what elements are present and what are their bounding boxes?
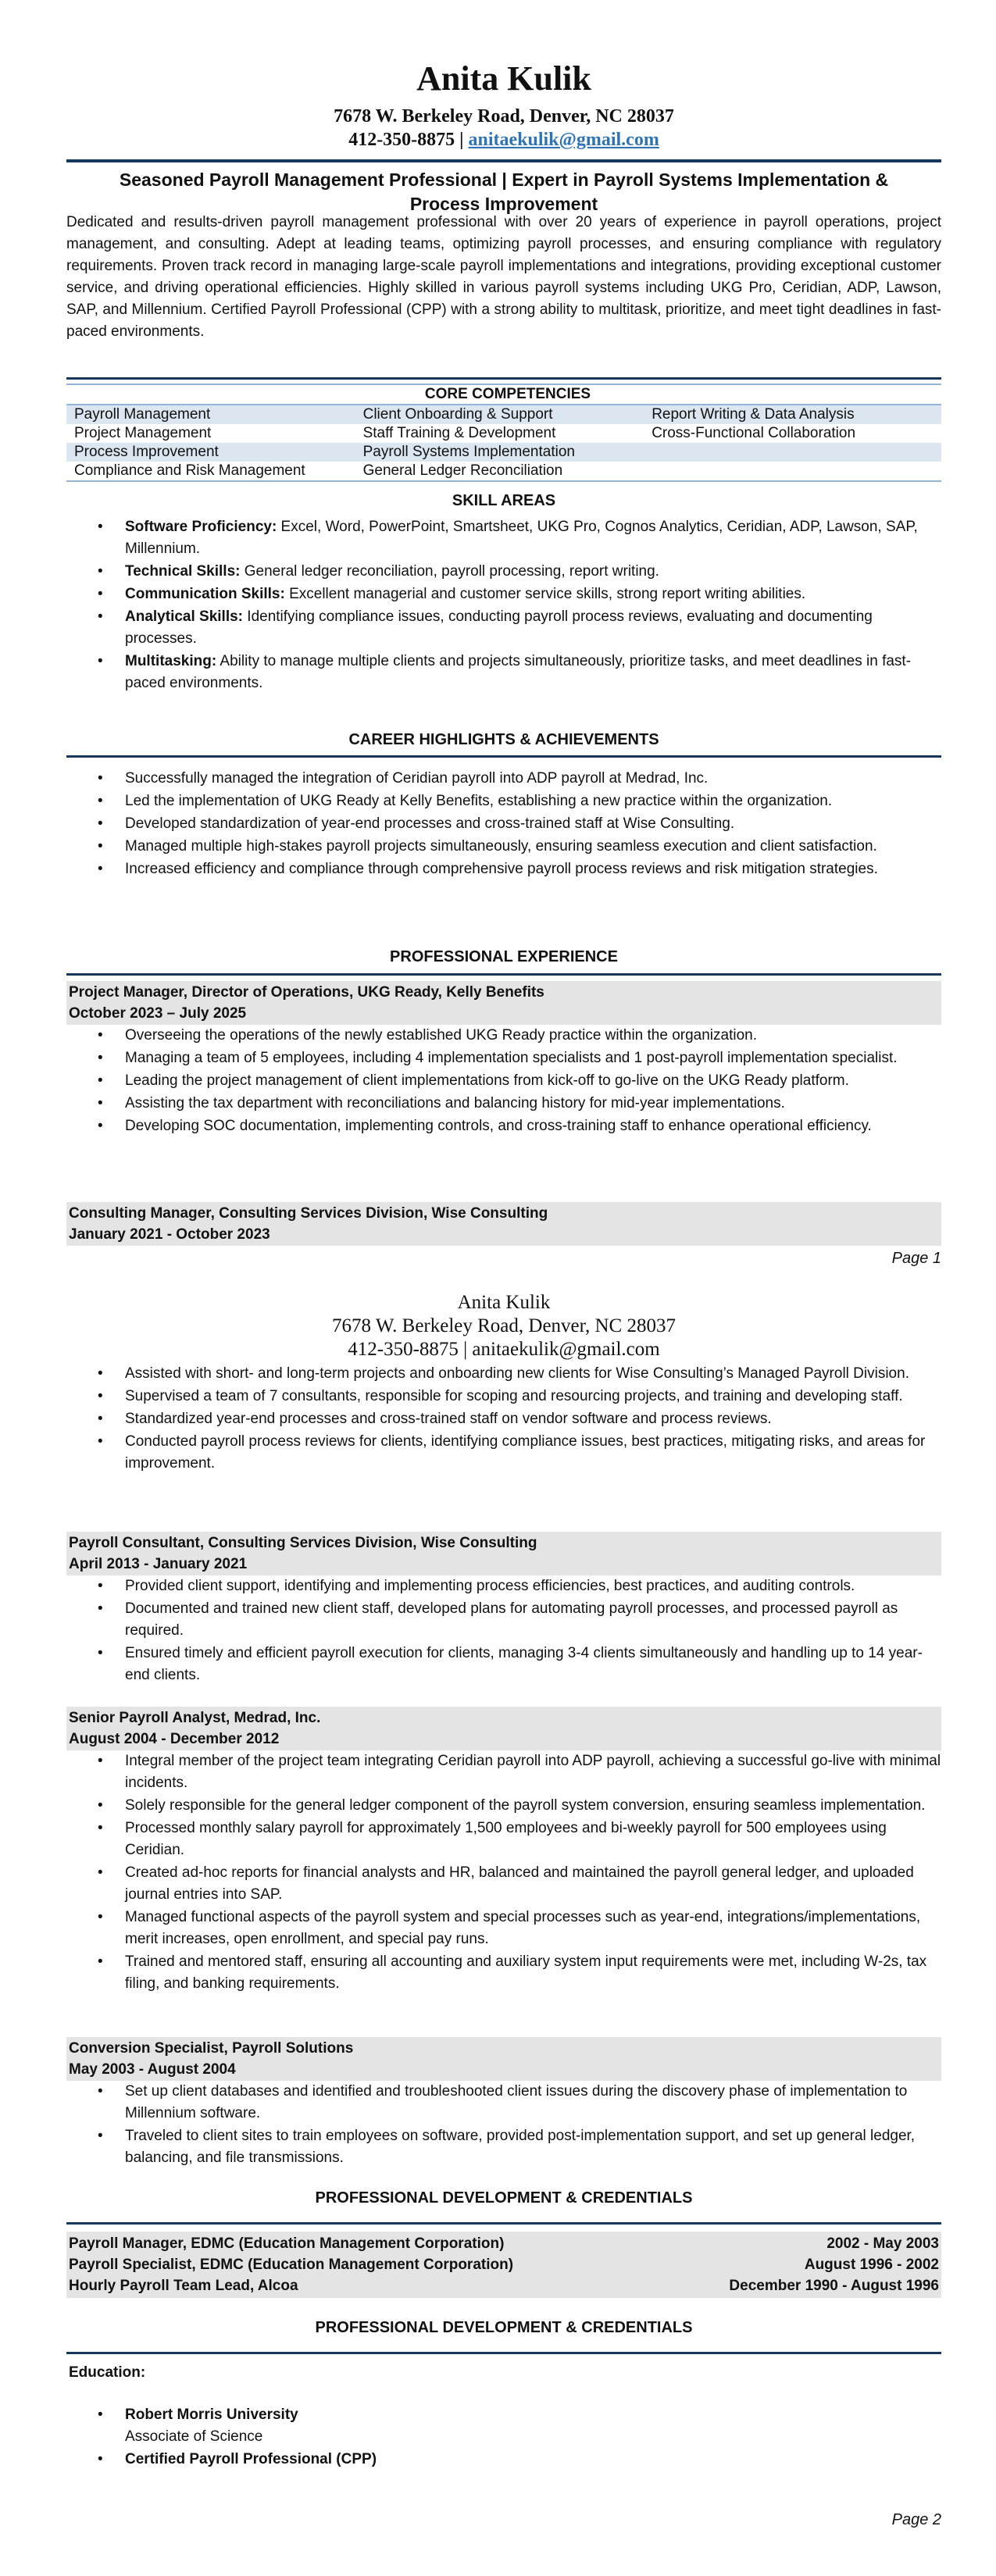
job-header bbox=[66, 1707, 941, 1750]
bullet-icon: • bbox=[98, 586, 103, 602]
competency-row bbox=[66, 443, 941, 462]
credentials-section bbox=[66, 2187, 941, 2209]
skill-label: Communication Skills: bbox=[125, 586, 285, 602]
credential-row bbox=[66, 2233, 941, 2254]
highlights-divider bbox=[66, 755, 941, 758]
highlight-item bbox=[66, 858, 941, 880]
highlight-item bbox=[66, 813, 941, 835]
job-bullet bbox=[66, 1862, 941, 1906]
job-bullet-text: Created ad-hoc reports for financial analysts and HR, balanced and maintained the payroll general ledger, and uploaded journal entries into SAP. bbox=[125, 1864, 914, 1903]
competency-item: Client Onboarding & Support bbox=[355, 405, 644, 424]
bullet-icon: • bbox=[98, 1797, 103, 1814]
job-bullet-text: Traveled to client sites to train employees on software, provided post-implementation support, and set up general ledger, balancing, and file transmissions. bbox=[125, 2128, 916, 2166]
bullet-icon: • bbox=[98, 861, 103, 877]
skill-label: Multitasking: bbox=[125, 653, 217, 669]
job-bullet-text: Developing SOC documentation, implementing controls, and cross-training staff to enhance operational efficiency. bbox=[125, 1118, 872, 1134]
job-bullet-text: Provided client support, identifying and implementing process efficiencies, best practices, and auditing controls. bbox=[125, 1578, 855, 1594]
job-entry bbox=[66, 2037, 941, 2170]
job-bullets bbox=[66, 1575, 941, 1686]
job-title: Payroll Consultant, Consulting Services Division, Wise Consulting bbox=[69, 1535, 537, 1551]
job-bullets bbox=[66, 2081, 941, 2169]
job-entry bbox=[66, 1202, 941, 1246]
skill-text: Excellent managerial and customer service skills, strong report writing abilities. bbox=[284, 586, 806, 602]
job-bullet-text: Set up client databases and identified and troubleshooted client issues during the discovery phase of implementation to Millennium software. bbox=[125, 2083, 908, 2121]
bullet-icon: • bbox=[98, 2407, 103, 2423]
competency-row bbox=[66, 462, 941, 481]
skill-item bbox=[66, 606, 941, 650]
bullet-icon: • bbox=[98, 1365, 103, 1382]
competency-row bbox=[66, 424, 941, 443]
page2-contact: 412-350-8875 | anitaekulik@gmail.com bbox=[348, 1339, 660, 1360]
skill-areas-section bbox=[66, 490, 941, 695]
page-number: Page 2 bbox=[891, 2511, 941, 2528]
job-bullet bbox=[66, 2081, 941, 2125]
job-bullet bbox=[66, 1431, 941, 1475]
core-competencies bbox=[66, 384, 941, 482]
highlights-list-wrap bbox=[66, 768, 941, 881]
job-dates: October 2023 – July 2025 bbox=[69, 1005, 247, 1022]
highlights-title: CAREER HIGHLIGHTS & ACHIEVEMENTS bbox=[348, 731, 659, 748]
job-bullet bbox=[66, 1115, 941, 1137]
bullet-icon: • bbox=[98, 1578, 103, 1594]
highlights-section bbox=[66, 729, 941, 751]
page2-name: Anita Kulik bbox=[457, 1292, 551, 1313]
email-link[interactable]: anitaekulik@gmail.com bbox=[468, 130, 659, 150]
job-continued bbox=[66, 1363, 941, 1475]
job-bullet bbox=[66, 2125, 941, 2169]
competency-item: Project Management bbox=[74, 425, 212, 441]
bullet-icon: • bbox=[98, 563, 103, 580]
competency-item: Compliance and Risk Management bbox=[66, 462, 355, 481]
job-header bbox=[66, 2037, 941, 2081]
credential-row bbox=[66, 2254, 941, 2275]
job-bullet-text: Ensured timely and efficient payroll execution for clients, managing 3-4 clients simultaneously and handling up to 14 year-end clients. bbox=[125, 1645, 923, 1683]
education-content bbox=[66, 2362, 941, 2471]
credentials-table bbox=[66, 2232, 941, 2298]
bullet-icon: • bbox=[98, 1388, 103, 1404]
job-bullet-text: Integral member of the project team integrating Ceridian payroll into ADP payroll, achieving a successful go-live with minimal incidents. bbox=[125, 1753, 941, 1791]
job-title: Project Manager, Director of Operations, UKG Ready, Kelly Benefits bbox=[69, 984, 544, 1001]
skill-item bbox=[66, 651, 941, 694]
job-bullet-text: Solely responsible for the general ledger component of the payroll system conversion, ensuring seamless implementation. bbox=[125, 1797, 926, 1814]
bullet-icon: • bbox=[98, 608, 103, 625]
candidate-name: Anita Kulik bbox=[416, 59, 591, 98]
bullet-icon: • bbox=[98, 1645, 103, 1661]
skill-label: Analytical Skills: bbox=[125, 608, 244, 625]
bullet-icon: • bbox=[98, 1433, 103, 1450]
bullet-icon: • bbox=[98, 519, 103, 535]
separator: | bbox=[459, 130, 469, 150]
job-bullet-text: Trained and mentored staff, ensuring all accounting and auxiliary system input requirements were met, including W-2s, tax filing, and banking requirements. bbox=[125, 1953, 927, 1992]
page2-address: 7678 W. Berkeley Road, Denver, NC 28037 bbox=[332, 1315, 676, 1336]
headline-line-2: Process Improvement bbox=[409, 194, 598, 214]
skill-list bbox=[66, 516, 941, 694]
job-dates: April 2013 - January 2021 bbox=[69, 1556, 248, 1572]
job-bullet-text: Processed monthly salary payroll for approximately 1,500 employees and bi-weekly payroll for 500 employees using Ceridian. bbox=[125, 1820, 887, 1858]
job-bullet-text: Overseeing the operations of the newly established UKG Ready practice within the organization. bbox=[125, 1027, 758, 1044]
job-bullet bbox=[66, 1907, 941, 1950]
job-dates: August 2004 - December 2012 bbox=[69, 1731, 280, 1747]
skill-label: Software Proficiency: bbox=[125, 519, 277, 535]
job-bullet bbox=[66, 1070, 941, 1092]
competency-item bbox=[644, 443, 941, 462]
highlight-item bbox=[66, 768, 941, 790]
competency-item bbox=[644, 462, 941, 481]
bullet-icon: • bbox=[98, 838, 103, 855]
degree: Associate of Science bbox=[125, 2428, 263, 2445]
job-bullet bbox=[66, 1818, 941, 1861]
bullet-icon: • bbox=[98, 1411, 103, 1427]
certification-name: Certified Payroll Professional (CPP) bbox=[125, 2451, 377, 2467]
highlight-text: Increased efficiency and compliance through comprehensive payroll process reviews and risk mitigation strategies. bbox=[125, 861, 878, 877]
highlight-item bbox=[66, 790, 941, 812]
education-item bbox=[66, 2404, 941, 2448]
skill-text: Excel, Word, PowerPoint, Smartsheet, UKG Pro, Cognos Analytics, Ceridian, ADP, Lawson, SAP, Millennium. bbox=[125, 519, 918, 557]
skill-text: Ability to manage multiple clients and projects simultaneously, prioritize tasks, and meet deadlines in fast-paced environments. bbox=[125, 653, 912, 691]
skill-text: General ledger reconciliation, payroll processing, report writing. bbox=[240, 563, 659, 580]
bullet-icon: • bbox=[98, 2451, 103, 2467]
education-label: Education: bbox=[69, 2364, 146, 2381]
job-bullets bbox=[66, 1025, 941, 1137]
bullet-icon: • bbox=[98, 1953, 103, 1970]
job-title: Conversion Specialist, Payroll Solutions bbox=[69, 2040, 354, 2057]
competencies-title: CORE COMPETENCIES bbox=[66, 384, 941, 405]
bullet-icon: • bbox=[98, 2128, 103, 2144]
address: 7678 W. Berkeley Road, Denver, NC 28037 bbox=[334, 106, 674, 127]
job-bullet bbox=[66, 1408, 941, 1430]
credential-role: Payroll Specialist, EDMC (Education Management Corporation) bbox=[69, 2257, 514, 2273]
competency-item: Process Improvement bbox=[66, 443, 355, 462]
highlight-item bbox=[66, 836, 941, 858]
bullet-icon: • bbox=[98, 2083, 103, 2100]
job-bullet-text: Standardized year-end processes and cross-trained staff on vendor software and process reviews. bbox=[125, 1411, 772, 1427]
job-bullet-text: Documented and trained new client staff, developed plans for automating payroll processes, and processed payroll as required. bbox=[125, 1600, 898, 1639]
job-bullet-text: Conducted payroll process reviews for clients, identifying compliance issues, best practices, mitigating risks, and areas for improvement. bbox=[125, 1433, 926, 1472]
job-header bbox=[66, 1202, 941, 1246]
experience-divider bbox=[66, 973, 941, 976]
skill-label: Technical Skills: bbox=[125, 563, 241, 580]
skill-item bbox=[66, 561, 941, 583]
job-bullets bbox=[66, 1750, 941, 1995]
bullet-icon: • bbox=[98, 770, 103, 787]
highlights-list bbox=[66, 768, 941, 880]
headline-line-1: Seasoned Payroll Management Professional | Expert in Payroll Systems Implementation & bbox=[119, 169, 889, 190]
job-dates: January 2021 - October 2023 bbox=[69, 1226, 270, 1243]
job-bullet bbox=[66, 1025, 941, 1047]
bullet-icon: • bbox=[98, 1909, 103, 1925]
job-bullet bbox=[66, 1575, 941, 1597]
bullet-icon: • bbox=[98, 793, 103, 809]
job-bullet bbox=[66, 1386, 941, 1408]
job-header bbox=[66, 1532, 941, 1575]
headline bbox=[66, 168, 941, 216]
education-title: PROFESSIONAL DEVELOPMENT & CREDENTIALS bbox=[315, 2319, 693, 2336]
highlight-text: Led the implementation of UKG Ready at Kelly Benefits, establishing a new practice within the organization. bbox=[125, 793, 833, 809]
experience-title: PROFESSIONAL EXPERIENCE bbox=[390, 948, 618, 965]
skill-item bbox=[66, 583, 941, 605]
school-name: Robert Morris University bbox=[125, 2407, 298, 2423]
credentials-divider bbox=[66, 2222, 941, 2225]
job-bullet bbox=[66, 1598, 941, 1642]
competency-item: Payroll Systems Implementation bbox=[355, 443, 644, 462]
competency-item: Report Writing & Data Analysis bbox=[644, 405, 941, 424]
skill-areas-title: SKILL AREAS bbox=[452, 492, 556, 509]
competency-item: Cross-Functional Collaboration bbox=[652, 425, 856, 441]
job-bullet bbox=[66, 1643, 941, 1686]
competencies-divider bbox=[66, 377, 941, 380]
phone: 412-350-8875 bbox=[348, 130, 455, 150]
job-header bbox=[66, 981, 941, 1025]
job-bullet-text: Managing a team of 5 employees, including 4 implementation specialists and 1 post-payroll implementation specialist. bbox=[125, 1050, 898, 1066]
job-bullet bbox=[66, 1093, 941, 1115]
job-bullet bbox=[66, 1951, 941, 1995]
bullet-icon: • bbox=[98, 1072, 103, 1089]
competency-item: Payroll Management bbox=[66, 405, 355, 424]
job-bullet bbox=[66, 1047, 941, 1069]
job-bullet bbox=[66, 1750, 941, 1794]
page-number: Page 1 bbox=[891, 1250, 941, 1267]
credentials-title: PROFESSIONAL DEVELOPMENT & CREDENTIALS bbox=[315, 2189, 693, 2207]
job-bullet bbox=[66, 1363, 941, 1385]
summary-paragraph: Dedicated and results-driven payroll management professional with over 20 years of experience in payroll operations, project management, and consulting. Adept at leading teams, optimizing payroll processes, and ensuring compliance with regulatory requirements. Proven track record in managing large-scale payroll implementations and integrations, providing exceptional customer service, and driving operational efficiencies. Highly skilled in various payroll systems including UKG Pro, Ceridian, ADP, Lawson, SAP, and Millennium. Certified Payroll Professional (CPP) with a strong ability to multitask, prioritize, and meet tight deadlines in fast-paced environments. bbox=[66, 214, 941, 340]
education-item bbox=[66, 2449, 941, 2471]
highlight-text: Managed multiple high-stakes payroll projects simultaneously, ensuring seamless execution and client satisfaction. bbox=[125, 838, 877, 855]
job-bullet-text: Supervised a team of 7 consultants, responsible for scoping and resourcing projects, and training and developing staff. bbox=[125, 1388, 903, 1404]
education-list bbox=[66, 2404, 941, 2471]
job-bullet-text: Leading the project management of client implementations from kick-off to go-live on the UKG Ready platform. bbox=[125, 1072, 849, 1089]
job-bullet-text: Assisting the tax department with reconciliations and balancing history for mid-year implementations. bbox=[125, 1095, 785, 1111]
education-divider bbox=[66, 2352, 941, 2354]
experience-section bbox=[66, 946, 941, 968]
highlight-text: Developed standardization of year-end processes and cross-trained staff at Wise Consulting. bbox=[125, 815, 735, 832]
credential-dates: 2002 - May 2003 bbox=[826, 2235, 939, 2252]
credential-dates: December 1990 - August 1996 bbox=[729, 2278, 939, 2294]
credential-role: Hourly Payroll Team Lead, Alcoa bbox=[69, 2278, 298, 2294]
education-section bbox=[66, 2317, 941, 2339]
bullet-icon: • bbox=[98, 1027, 103, 1044]
bullet-icon: • bbox=[98, 1095, 103, 1111]
job-bullet bbox=[66, 1795, 941, 1817]
bullet-icon: • bbox=[98, 815, 103, 832]
bullet-icon: • bbox=[98, 1864, 103, 1881]
skill-item bbox=[66, 516, 941, 560]
job-entry bbox=[66, 981, 941, 1138]
bullet-icon: • bbox=[98, 1820, 103, 1836]
credential-row bbox=[66, 2275, 941, 2296]
competency-item: General Ledger Reconciliation bbox=[355, 462, 644, 481]
skill-text: Identifying compliance issues, conducting payroll process reviews, evaluating and documenting processes. bbox=[125, 608, 873, 647]
bullet-icon: • bbox=[98, 1600, 103, 1617]
credential-role: Payroll Manager, EDMC (Education Management Corporation) bbox=[69, 2235, 505, 2252]
job-entry bbox=[66, 1532, 941, 1687]
competency-item: Staff Training & Development bbox=[362, 425, 556, 441]
contact-line bbox=[66, 128, 941, 152]
job-dates: May 2003 - August 2004 bbox=[69, 2061, 236, 2078]
job-bullet-text: Managed functional aspects of the payroll system and special processes such as year-end, integrations/implementations, merit increases, open enrollment, and special pay runs. bbox=[125, 1909, 921, 1947]
header-divider bbox=[66, 159, 941, 162]
job-title: Senior Payroll Analyst, Medrad, Inc. bbox=[69, 1710, 321, 1726]
resume-header bbox=[66, 59, 941, 152]
competencies-table bbox=[66, 384, 941, 482]
job-bullet-text: Assisted with short- and long-term projects and onboarding new clients for Wise Consulting’s Managed Payroll Division. bbox=[125, 1365, 909, 1382]
bullet-icon: • bbox=[98, 1118, 103, 1134]
competency-row bbox=[66, 405, 941, 424]
job-bullets bbox=[66, 1363, 941, 1475]
bullet-icon: • bbox=[98, 1050, 103, 1066]
job-title: Consulting Manager, Consulting Services Division, Wise Consulting bbox=[69, 1205, 548, 1222]
bullet-icon: • bbox=[98, 1753, 103, 1769]
page2-header bbox=[66, 1291, 941, 1361]
credential-dates: August 1996 - 2002 bbox=[804, 2257, 939, 2273]
job-entry bbox=[66, 1707, 941, 1996]
bullet-icon: • bbox=[98, 653, 103, 669]
highlight-text: Successfully managed the integration of Ceridian payroll into ADP payroll at Medrad, Inc. bbox=[125, 770, 709, 787]
